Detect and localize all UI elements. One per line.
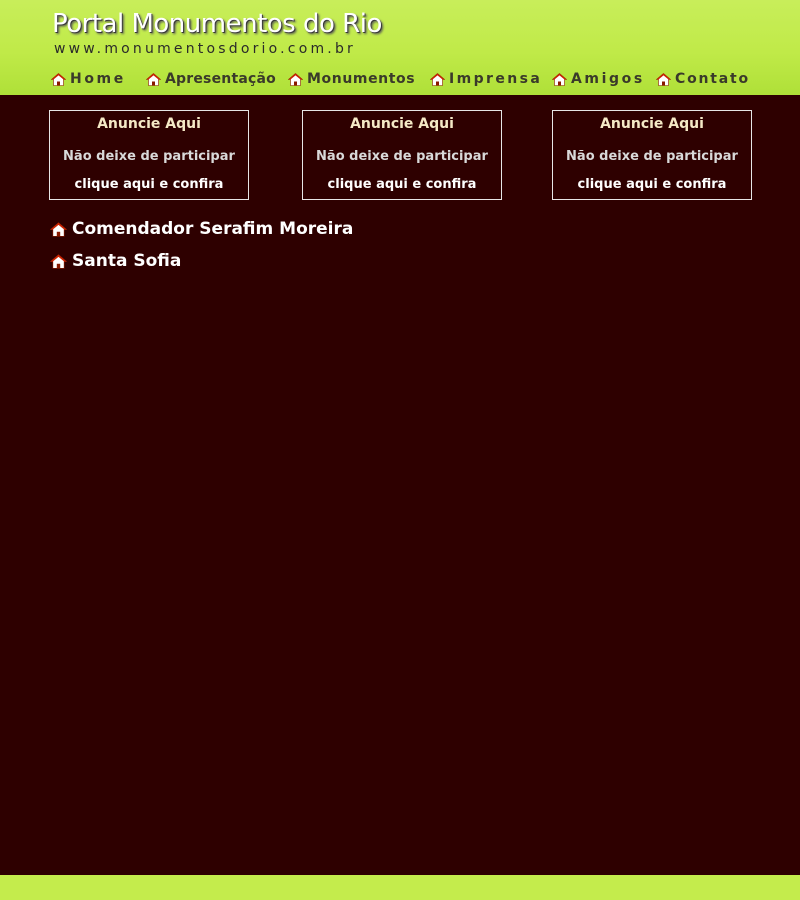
ad-text: Não deixe de participar — [566, 149, 738, 164]
ad-link[interactable]: clique aqui e confira — [577, 177, 727, 192]
nav-label-contato: Contato — [675, 71, 750, 87]
ad-box[interactable] — [49, 110, 249, 200]
monument-item-comendador-serafim-moreira[interactable] — [50, 218, 353, 240]
ad-title: Anuncie Aqui — [97, 116, 201, 132]
house-icon — [552, 73, 567, 86]
nav-label-monumentos: Monumentos — [307, 71, 416, 87]
nav-item-contato[interactable] — [656, 68, 750, 90]
site-footer — [0, 875, 800, 900]
ad-link[interactable]: clique aqui e confira — [327, 177, 477, 192]
nav-item-home[interactable] — [51, 68, 126, 90]
main-nav — [0, 68, 800, 90]
house-icon — [146, 73, 161, 86]
house-icon — [288, 73, 303, 86]
monument-label: Santa Sofia — [72, 251, 182, 271]
nav-item-amigos[interactable] — [552, 68, 645, 90]
monument-item-santa-sofia[interactable] — [50, 250, 181, 272]
ad-text: Não deixe de participar — [316, 149, 488, 164]
house-icon — [50, 222, 67, 237]
nav-label-amigos: Amigos — [571, 71, 645, 87]
nav-label-imprensa: Imprensa — [449, 71, 543, 87]
nav-label-home: Home — [70, 71, 126, 87]
house-icon — [51, 73, 66, 86]
site-url: www.monumentosdorio.com.br — [54, 41, 356, 57]
ad-title: Anuncie Aqui — [350, 116, 454, 132]
house-icon — [656, 73, 671, 86]
house-icon — [430, 73, 445, 86]
nav-item-apresentacao[interactable] — [146, 68, 276, 90]
ad-title: Anuncie Aqui — [600, 116, 704, 132]
nav-item-monumentos[interactable] — [288, 68, 415, 90]
monument-label: Comendador Serafim Moreira — [72, 219, 354, 239]
house-icon — [50, 254, 67, 269]
ad-box[interactable] — [302, 110, 502, 200]
site-header — [0, 0, 800, 95]
nav-label-apresentacao: Apresentação — [165, 71, 276, 87]
site-title[interactable]: Portal Monumentos do Rio — [52, 9, 382, 39]
ad-box[interactable] — [552, 110, 752, 200]
ad-text: Não deixe de participar — [63, 149, 235, 164]
ad-link[interactable]: clique aqui e confira — [74, 177, 224, 192]
nav-item-imprensa[interactable] — [430, 68, 542, 90]
